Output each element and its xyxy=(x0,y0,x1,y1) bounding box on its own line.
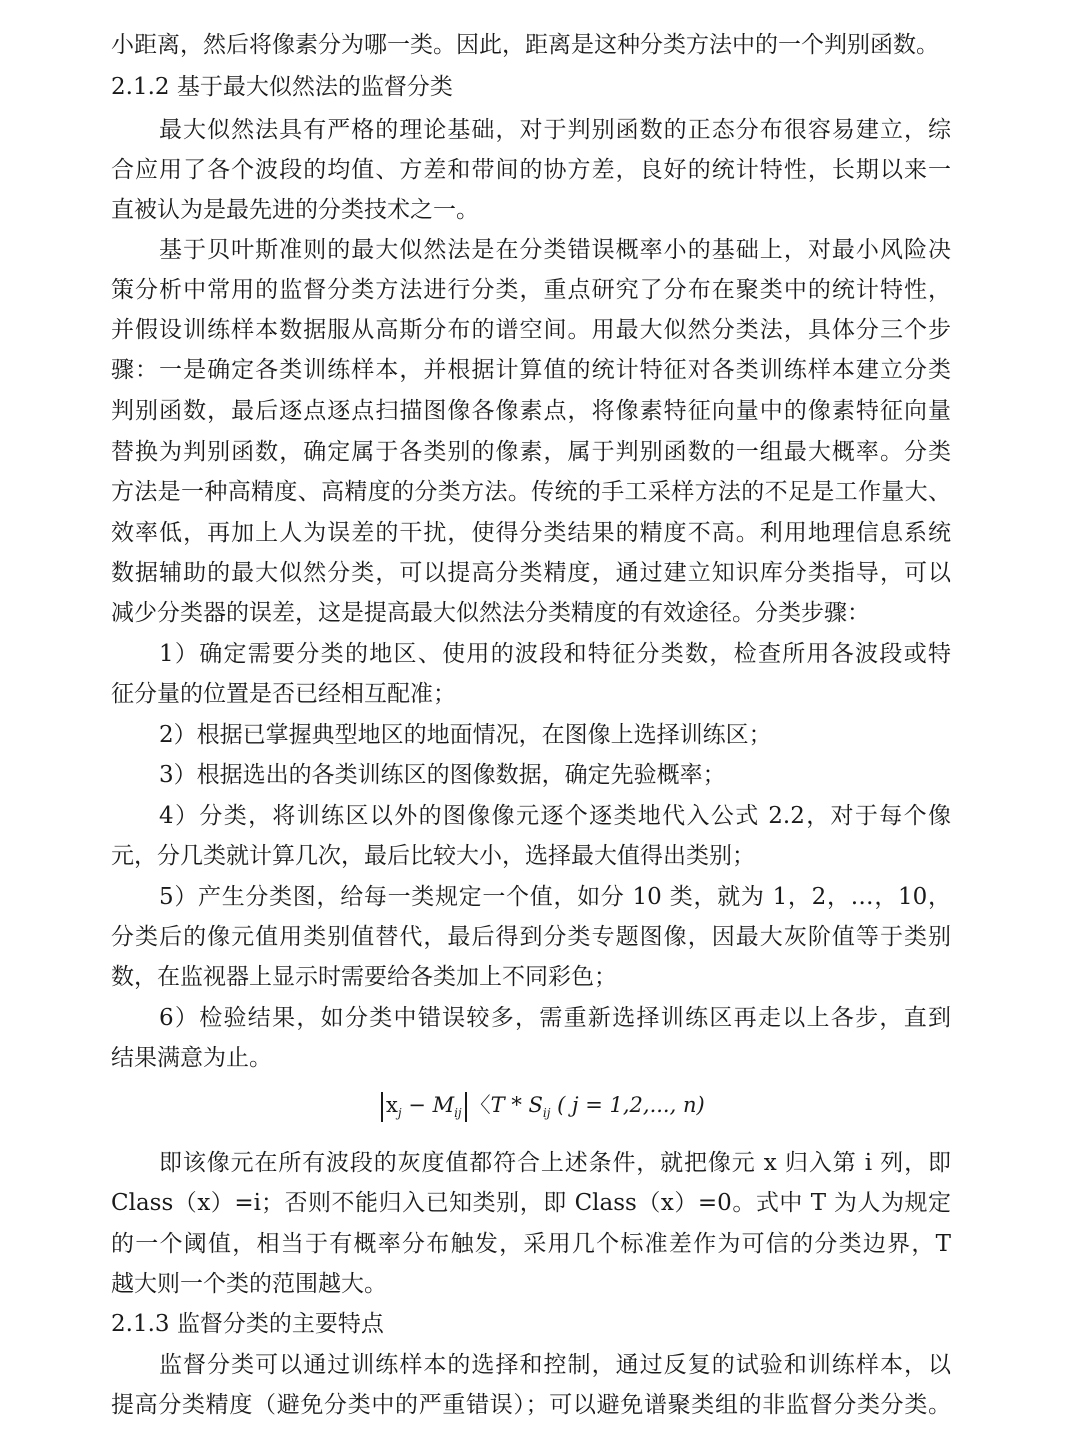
formula-x-subscript: j xyxy=(397,1106,402,1121)
formula-star: * xyxy=(511,1093,522,1117)
section-heading: 2.1.2 基于最大似然法的监督分类 xyxy=(111,74,453,100)
list-item-line: 5）产生分类图，给每一类规定一个值，如分 10 类，就为 1，2，…，10， xyxy=(159,884,951,910)
list-item-line: 3）根据选出的各类训练区的图像数据，确定先验概率； xyxy=(159,762,726,788)
abs-bar-right xyxy=(465,1092,467,1122)
formula-M: M xyxy=(432,1093,455,1117)
list-item-line: 6）检验结果，如分类中错误较多，需重新选择训练区再走以上各步，直到 xyxy=(159,1005,951,1031)
formula-less-than: 〈 xyxy=(469,1093,491,1117)
formula-S-subscript: ij xyxy=(542,1106,551,1121)
list-item-line: 结果满意为止。 xyxy=(111,1045,272,1071)
list-item-line: 征分量的位置是否已经相互配准； xyxy=(111,681,456,707)
paragraph-line: 数据辅助的最大似然分类，可以提高分类精度，通过建立知识库分类指导，可以 xyxy=(111,560,951,586)
paragraph-line: 效率低，再加上人为误差的干扰，使得分类结果的精度不高。利用地理信息系统 xyxy=(111,520,951,546)
paragraph-line: 合应用了各个波段的均值、方差和带间的协方差，良好的统计特性，长期以来一 xyxy=(111,157,951,183)
formula-T: T xyxy=(490,1093,505,1117)
formula-S: S xyxy=(528,1093,543,1117)
abs-bar-left xyxy=(381,1092,383,1122)
list-item-line: 4）分类，将训练区以外的图像像元逐个逐类地代入公式 2.2，对于每个像 xyxy=(159,803,951,829)
list-item-line: 数，在监视器上显示时需要给各类加上不同彩色； xyxy=(111,964,617,990)
paragraph-line: 的一个阈值，相当于有概率分布触发，采用几个标准差作为可信的分类边界，T xyxy=(111,1231,951,1257)
paragraph-line: 小距离，然后将像素分为哪一类。因此，距离是这种分类方法中的一个判别函数。 xyxy=(111,32,939,58)
list-item-line: 2）根据已掌握典型地区的地面情况，在图像上选择训练区； xyxy=(159,722,772,748)
paragraph-line: 骤：一是确定各类训练样本，并根据计算值的统计特征对各类训练样本建立分类 xyxy=(111,357,951,383)
paragraph-line: 方法是一种高精度、高精度的分类方法。传统的手工采样方法的不足是工作量大、 xyxy=(111,479,951,505)
paragraph-line: 判别函数，最后逐点逐点扫描图像各像素点，将像素特征向量中的像素特征向量 xyxy=(111,398,951,424)
paragraph-line: 减少分类器的误差，这是提高最大似然法分类精度的有效途径。分类步骤： xyxy=(111,600,870,626)
paragraph-line: 并假设训练样本数据服从高斯分布的谱空间。用最大似然分类法，具体分三个步 xyxy=(111,317,951,343)
list-item-line: 元，分几类就计算几次，最后比较大小，选择最大值得出类别； xyxy=(111,843,755,869)
formula xyxy=(378,1087,705,1123)
paragraph-line: 越大则一个类的范围越大。 xyxy=(111,1271,387,1297)
list-item-line: 1）确定需要分类的地区、使用的波段和特征分类数，检查所用各波段或特 xyxy=(159,641,951,667)
paragraph-line: 最大似然法具有严格的理论基础，对于判别函数的正态分布很容易建立，综 xyxy=(159,117,951,143)
formula-minus: − xyxy=(408,1093,426,1117)
list-item-line: 分类后的像元值用类别值替代，最后得到分类专题图像，因最大灰阶值等于类别 xyxy=(111,924,951,950)
paragraph-line: 提高分类精度（避免分类中的严重错误）；可以避免谱聚类组的非监督分类分类。 xyxy=(111,1392,951,1418)
paragraph-line: 直被认为是最先进的分类技术之一。 xyxy=(111,197,479,223)
paragraph-line: Class（x）=i；否则不能归入已知类别，即 Class（x）=0。式中 T 为人为规定 xyxy=(111,1190,951,1216)
paragraph-line: 监督分类可以通过训练样本的选择和控制，通过反复的试验和训练样本，以 xyxy=(159,1352,951,1378)
paragraph-line: 策分析中常用的监督分类方法进行分类，重点研究了分布在聚类中的统计特性， xyxy=(111,277,951,303)
paragraph-line: 基于贝叶斯准则的最大似然法是在分类错误概率小的基础上，对最小风险决 xyxy=(159,237,951,263)
paragraph-line: 替换为判别函数，确定属于各类别的像素，属于判别函数的一组最大概率。分类 xyxy=(111,439,951,465)
formula-M-subscript: ij xyxy=(454,1106,462,1121)
formula-x: x xyxy=(386,1093,398,1117)
formula-range: ( j = 1,2,..., n) xyxy=(557,1093,705,1117)
section-heading: 2.1.3 监督分类的主要特点 xyxy=(111,1311,384,1337)
paragraph-line: 即该像元在所有波段的灰度值都符合上述条件，就把像元 x 归入第 i 列，即 xyxy=(159,1150,951,1176)
